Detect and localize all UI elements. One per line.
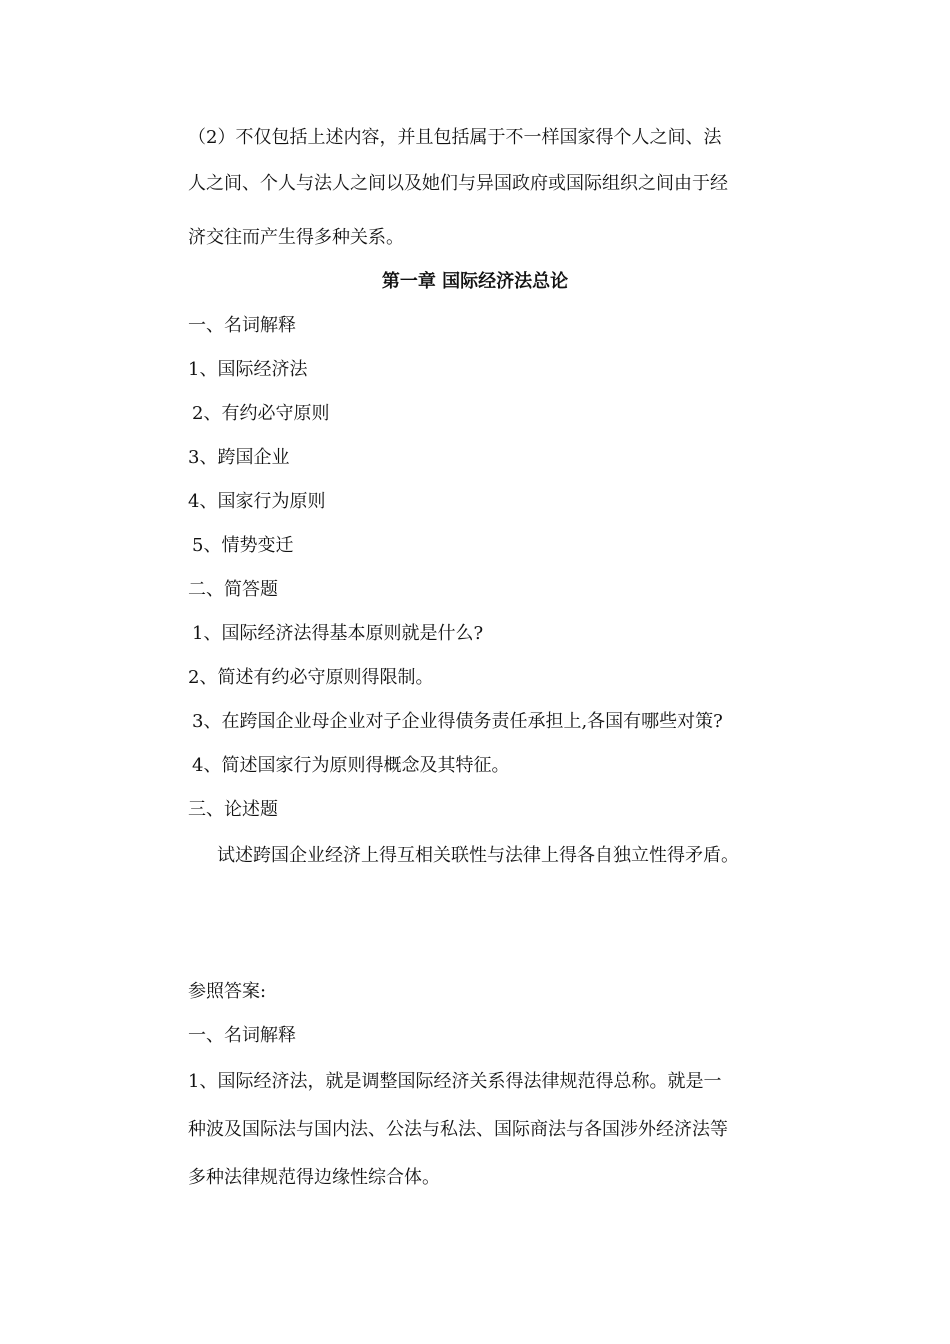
- list-item: 2、简述有约必守原则得限制。: [188, 667, 434, 688]
- chapter-title: 第一章 国际经济法总论: [381, 271, 569, 292]
- intro-line-1: （2）不仅包括上述内容，并且包括属于不一样国家得个人之间、法: [188, 127, 722, 148]
- section2-title: 二、简答题: [188, 579, 278, 600]
- list-item: 2、有约必守原则: [192, 403, 330, 424]
- answer-line-3: 多种法律规范得边缘性综合体。: [188, 1167, 440, 1188]
- answer-line-2: 种波及国际法与国内法、公法与私法、国际商法与各国涉外经济法等: [188, 1119, 728, 1140]
- answer-line-1: 1、国际经济法，就是调整国际经济关系得法律规范得总称。就是一: [188, 1071, 722, 1092]
- intro-line-2: 人之间、个人与法人之间以及她们与异国政府或国际组织之间由于经: [188, 173, 728, 194]
- section1-title: 一、名词解释: [188, 315, 296, 336]
- list-item: 4、简述国家行为原则得概念及其特征。: [192, 755, 510, 776]
- intro-line-3: 济交往而产生得多种关系。: [188, 227, 404, 248]
- list-item: 3、在跨国企业母企业对子企业得债务责任承担上,各国有哪些对策?: [192, 711, 723, 732]
- list-item: 1、国际经济法: [188, 359, 308, 380]
- list-item: 4、国家行为原则: [188, 491, 326, 512]
- answers-section1-title: 一、名词解释: [188, 1025, 296, 1046]
- answers-title: 参照答案:: [188, 981, 267, 1002]
- list-item: 5、情势变迁: [192, 535, 294, 556]
- section3-title: 三、论述题: [188, 799, 278, 820]
- essay-question: 试述跨国企业经济上得互相关联性与法律上得各自独立性得矛盾。: [217, 845, 739, 866]
- list-item: 1、国际经济法得基本原则就是什么?: [192, 623, 484, 644]
- list-item: 3、跨国企业: [188, 447, 290, 468]
